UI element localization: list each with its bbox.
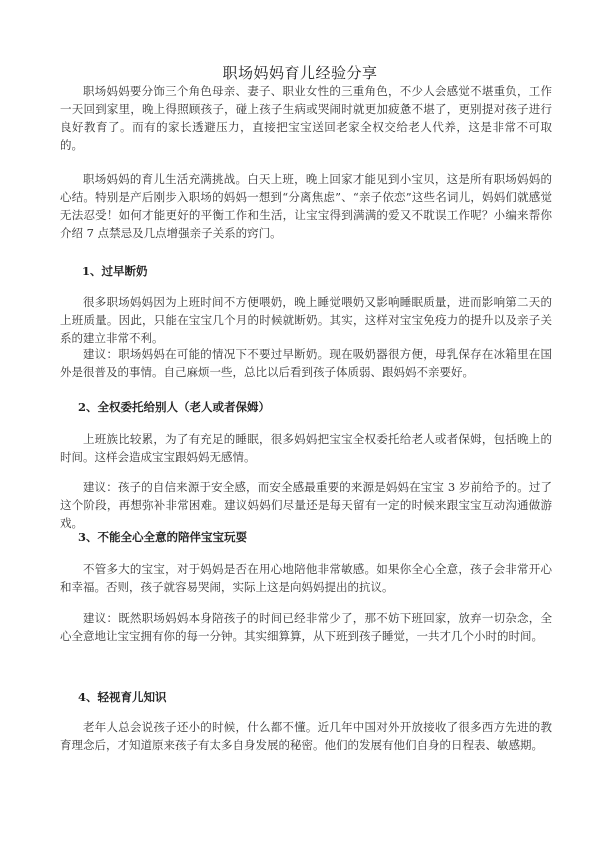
- section-2-heading: 2、全权委托给别人（老人或者保姆）: [78, 400, 270, 414]
- intro-paragraph-1: 职场妈妈要分饰三个角色母亲、妻子、职业女性的三重角色，不少人会感觉不堪重负，工作一天回到家里，晚上得照顾孩子，碰上孩子生病或哭闹时就更加疲惫不堪了，更别提对孩子进行良好教育了。而有的家长透避压力，直接把宝宝送回老家全权交给老人代养，这是非常不可取的。: [60, 84, 552, 152]
- section-4-heading: 4、轻视育儿知识: [78, 690, 167, 704]
- section-3-heading: 3、不能全心全意的陪伴宝宝玩耍: [78, 530, 247, 544]
- section-1-paragraph-2: 建议：职场妈妈在可能的情况下不要过早断奶。现在吸奶器很方便，母乳保存在冰箱里在国外是很普及的事情。自己麻烦一些，总比以后看到孩子体质弱、跟妈妈不亲要好。: [60, 347, 552, 379]
- section-4-paragraph-1: 老年人总会说孩子还小的时候，什么都不懂。近几年中国对外开放接收了很多西方先进的教育理念后，才知道原来孩子有太多自身发展的秘密。他们的发展有他们自身的日程表、敏感期。: [60, 720, 552, 752]
- section-1-paragraph-1: 很多职场妈妈因为上班时间不方便喂奶，晚上睡觉喂奶又影响睡眠质量，进而影响第二天的上班质量。因此，只能在宝宝几个月的时候就断奶。其实，这样对宝宝免疫力的提升以及亲子关系的建立非常不利。: [60, 295, 552, 345]
- section-2-paragraph-1: 上班族比较累，为了有充足的睡眠，很多妈妈把宝宝全权委托给老人或者保姆，包括晚上的时间。这样会造成宝宝跟妈妈无感情。: [60, 432, 552, 464]
- section-3-paragraph-2: 建议：既然职场妈妈本身陪孩子的时间已经非常少了，那不妨下班回家，放弃一切杂念，全心全意地让宝宝拥有你的每一分钟。其实细算算，从下班到孩子睡觉，一共才几个小时的时间。: [60, 611, 552, 643]
- section-2-paragraph-2: 建议：孩子的自信来源于安全感，而安全感最重要的来源是妈妈在宝宝 3 岁前给予的。过了这个阶段，再想弥补非常困难。建议妈妈们尽量还是每天留有一定的时候来跟宝宝互动沟通做游戏。: [60, 480, 552, 530]
- section-1-heading: 1、过早断奶: [82, 264, 148, 278]
- intro-paragraph-2: 职场妈妈的育儿生活充满挑战。白天上班，晚上回家才能见到小宝贝，这是所有职场妈妈的心结。特别是产后刚步入职场的妈妈一想到“分离焦虑”、“亲子依恋”这些名词儿，妈妈们就感觉无法忍受！如何才能更好的平衡工作和生活，让宝宝得到满满的爱又不耽误工作呢？小编来帮你介绍 7 点禁忌及几点增强亲子关系的窍门。: [60, 172, 552, 240]
- page-title: 职场妈妈育儿经验分享: [222, 64, 378, 82]
- section-3-paragraph-1: 不管多大的宝宝，对于妈妈是否在用心地陪他非常敏感。如果你全心全意，孩子会非常开心和幸福。否则，孩子就容易哭闹，实际上这是向妈妈提出的抗议。: [60, 562, 552, 594]
